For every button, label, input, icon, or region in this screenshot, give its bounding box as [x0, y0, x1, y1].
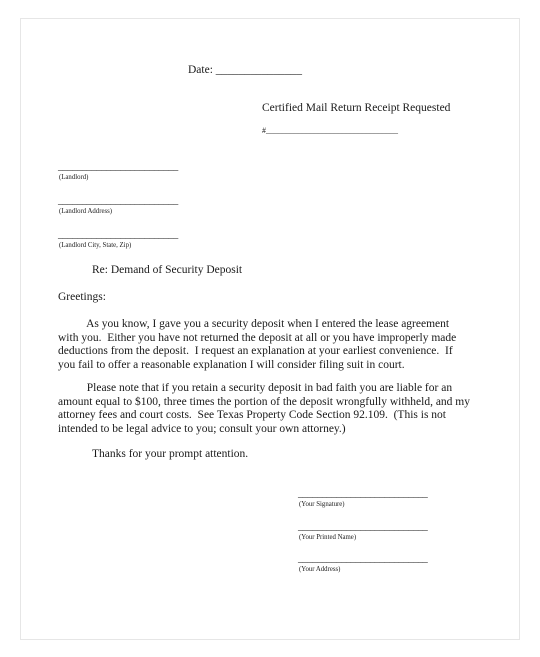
landlord-label: (Landlord): [59, 174, 89, 181]
landlord-address-label: (Landlord Address): [59, 208, 113, 215]
subject-line: Re: Demand of Security Deposit: [92, 264, 243, 276]
paragraph-2: Please note that if you retain a security deposit in bad faith you are liable for an amount equal to $100, three times the portion of the deposit wrongfully withheld, and my attorney fees and court costs. See Texas Property Code Section 92.109. (This is not intended to be legal advice to you; consult your own attorney.): [58, 382, 471, 435]
paragraph-1: As you know, I gave you a security deposit when I entered the lease agreement with you. Either you have not returned the deposit at all or you have improperly made deductions from the deposit. I request an explanation at your earliest convenience. If you fail to offer a reasonable explanation I will consider filing suit in court.: [58, 318, 457, 371]
date-line: Date: _______________: [188, 64, 303, 76]
your-address-blank: ___________________________: [298, 553, 428, 564]
landlord-address-blank: _________________________: [58, 195, 179, 206]
closing-line: Thanks for your prompt attention.: [92, 448, 249, 460]
tracking-number-line: #_________________________________: [262, 126, 398, 135]
printed-name-blank: ___________________________: [298, 521, 428, 532]
your-address-label: (Your Address): [299, 566, 341, 573]
landlord-blank: _________________________: [58, 161, 179, 172]
landlord-city-label: (Landlord City, State, Zip): [59, 242, 132, 249]
printed-name-label: (Your Printed Name): [299, 534, 357, 541]
landlord-city-blank: _________________________: [58, 229, 179, 240]
signature-label: (Your Signature): [299, 501, 345, 508]
signature-blank: ___________________________: [298, 488, 428, 499]
greeting: Greetings:: [58, 291, 106, 303]
certified-mail-heading: Certified Mail Return Receipt Requested: [262, 102, 451, 114]
